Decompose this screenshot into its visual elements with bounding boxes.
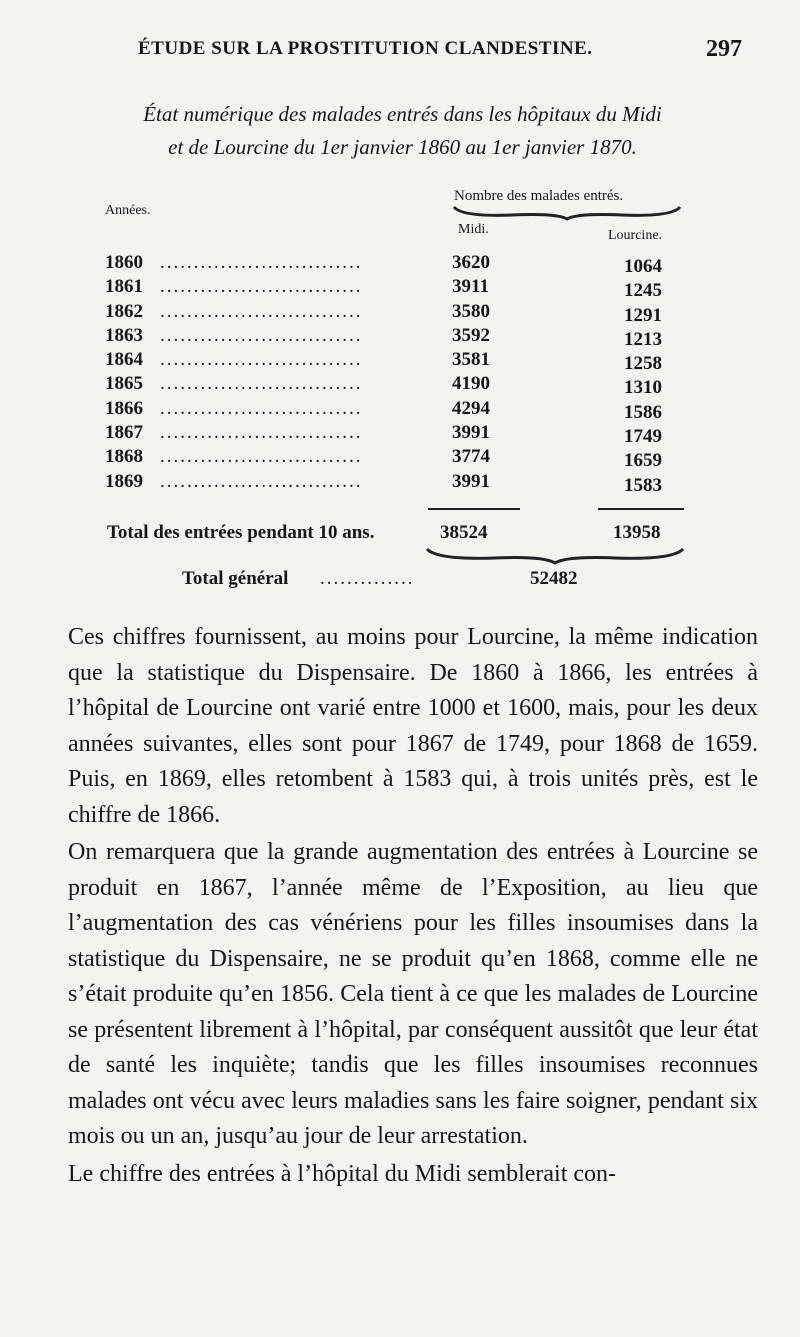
table-row: [0, 471, 800, 495]
running-title: ÉTUDE SUR LA PROSTITUTION CLANDESTINE.: [138, 38, 593, 59]
leader-dots: ..............................: [160, 276, 363, 298]
year-cell: 1869: [105, 470, 143, 492]
caption-line-1: État numérique des malades entrés dans les hôpitaux du Midi: [143, 102, 662, 126]
totals-row: [0, 522, 800, 548]
column-header-years: Années.: [105, 203, 151, 218]
body-text: [68, 620, 758, 1192]
midi-cell: 4190: [452, 373, 490, 395]
table-caption: [60, 98, 745, 164]
lourcine-cell: 1213: [624, 328, 662, 350]
column-header-midi: Midi.: [458, 222, 489, 237]
table-row: [0, 301, 800, 325]
lourcine-cell: 1310: [624, 377, 662, 399]
grand-total-brace: [425, 546, 685, 566]
leader-dots: ..............................: [160, 446, 363, 468]
grand-total-value: 52482: [530, 568, 578, 589]
midi-cell: 3991: [452, 422, 490, 444]
leader-dots: ..............................: [160, 422, 363, 444]
leader-dots: ..............................: [160, 252, 363, 273]
year-cell: 1864: [105, 349, 143, 371]
table-body: [0, 252, 800, 495]
lourcine-cell: 1245: [624, 280, 662, 302]
table-row: [0, 276, 800, 300]
lourcine-cell: 1659: [624, 450, 662, 472]
running-head: [0, 38, 800, 68]
lourcine-cell: 1291: [624, 304, 662, 326]
lourcine-sum-rule: [598, 508, 684, 510]
midi-cell: 3620: [452, 252, 490, 273]
table-row: [0, 373, 800, 397]
leader-dots: ..............................: [160, 349, 363, 371]
lourcine-cell: 1583: [624, 474, 662, 496]
midi-sum-rule: [428, 508, 520, 510]
paragraph: On remarquera que la grande augmentation des entrées à Lourcine se produit en 1867, l’année même de l’Exposition, au lieu que l’augmentation des cas vénériens pour les filles insoumises dans la statistique du Dispensaire, ne se produit qu’en 1868, comme elle ne s’était produite qu’en 1856. Cela tient à ce que les malades de Lourcine se présentent librement à l’hôpital, par conséquent aussitôt que leur état de santé les inquiète; tandis que les filles insoumises reconnues malades ont vécu avec leurs maladies sans les faire soigner, pendant six mois ou un an, jusqu’au jour de leur arrestation.: [68, 839, 758, 1149]
page-number: 297: [706, 36, 742, 62]
table-row: [0, 252, 800, 276]
totals-midi: 38524: [440, 522, 488, 543]
midi-cell: 3580: [452, 300, 490, 322]
year-cell: 1861: [105, 276, 143, 298]
year-cell: 1867: [105, 422, 143, 444]
midi-cell: 3911: [452, 276, 489, 298]
leader-dots: ..............................: [160, 324, 363, 346]
leader-dots: ..............: [320, 568, 415, 589]
year-cell: 1868: [105, 446, 143, 468]
year-cell: 1862: [105, 300, 143, 322]
leader-dots: ..............................: [160, 373, 363, 395]
lourcine-cell: 1064: [624, 256, 662, 277]
lourcine-cell: 1749: [624, 426, 662, 448]
grand-total-row: [0, 568, 800, 594]
table-row: [0, 422, 800, 446]
table-row: [0, 446, 800, 470]
year-cell: 1863: [105, 324, 143, 346]
midi-cell: 3991: [452, 470, 490, 492]
year-cell: 1866: [105, 397, 143, 419]
midi-cell: 4294: [452, 397, 490, 419]
lourcine-cell: 1258: [624, 353, 662, 375]
midi-cell: 3592: [452, 324, 490, 346]
table-row: [0, 325, 800, 349]
midi-cell: 3774: [452, 446, 490, 468]
paragraph: Ces chiffres fournissent, au moins pour Lourcine, la même indication que la statistique du Dispensaire. De 1860 à 1866, les entrées à l’hôpital de Lourcine ont varié entre 1000 et 1600, mais, pour les deux années suivantes, elles sont pour 1867 de 1749, pour 1868 de 1659. Puis, en 1869, elles retombent à 1583 qui, à trois unités près, est le chiffre de 1866.: [68, 624, 758, 828]
leader-dots: ..............................: [160, 397, 363, 419]
leader-dots: ..............................: [160, 300, 363, 322]
leader-dots: ..............................: [160, 470, 363, 492]
grand-total-label: Total général: [182, 568, 289, 589]
midi-cell: 3581: [452, 349, 490, 371]
year-cell: 1860: [105, 252, 143, 273]
totals-lourcine: 13958: [613, 522, 661, 543]
paragraph: Le chiffre des entrées à l’hôpital du Midi semblerait con-: [68, 1160, 617, 1187]
column-group-brace: [452, 205, 682, 221]
column-header-lourcine: Lourcine.: [608, 228, 663, 243]
year-cell: 1865: [105, 373, 143, 395]
column-group-header: Nombre des malades entrés.: [454, 188, 624, 204]
lourcine-cell: 1586: [624, 401, 662, 423]
table-row: [0, 398, 800, 422]
caption-line-2: et de Lourcine du 1er janvier 1860 au 1er janvier 1870.: [168, 135, 637, 159]
totals-label: Total des entrées pendant 10 ans.: [107, 522, 375, 543]
table-row: [0, 349, 800, 373]
